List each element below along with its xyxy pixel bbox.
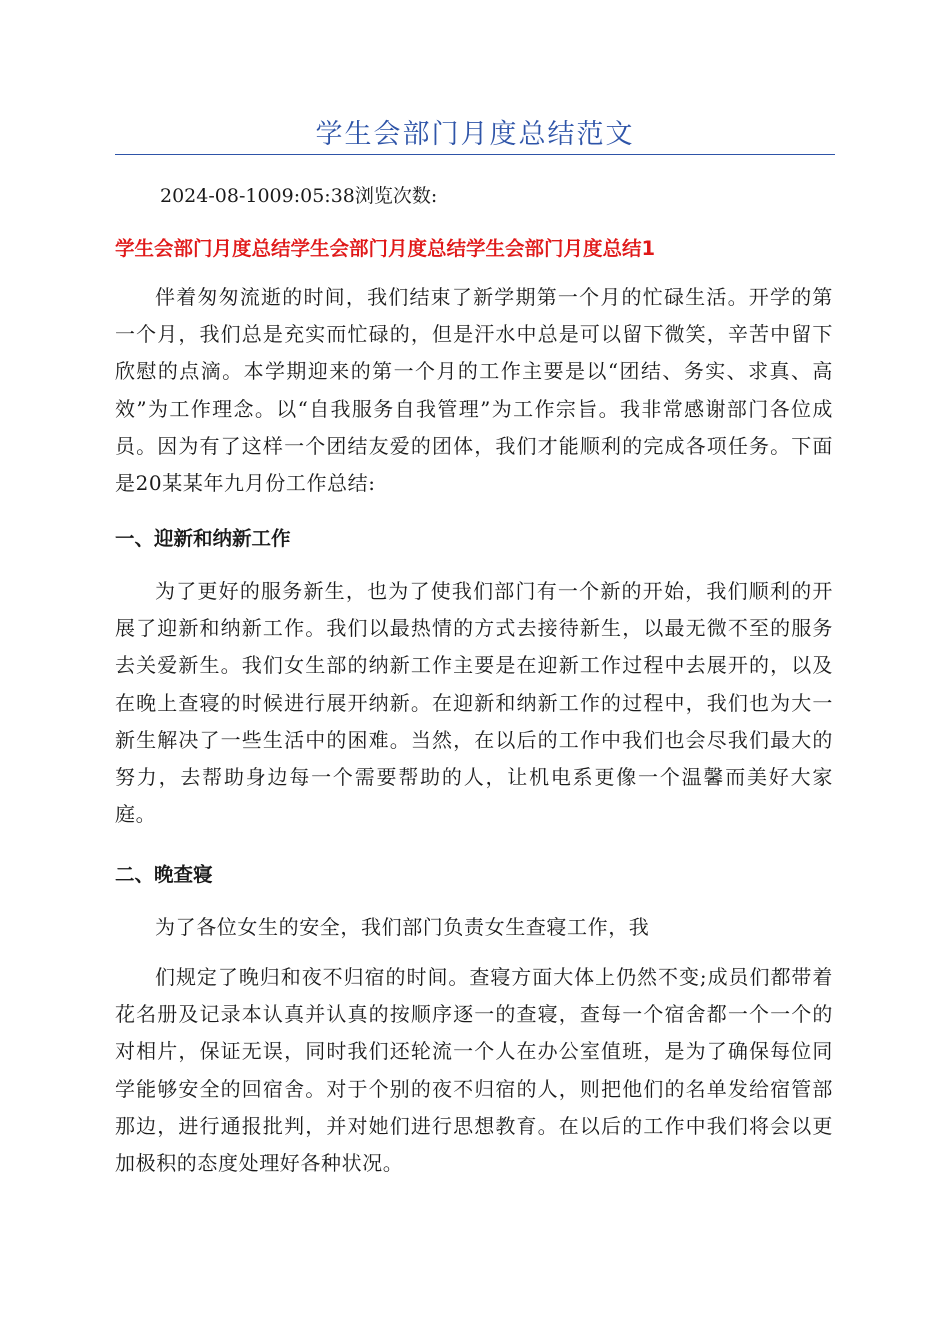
- paragraph-dorm-check-intro: 为了各位女生的安全，我们部门负责女生查寝工作，我: [155, 915, 650, 939]
- title-underline: [115, 154, 835, 155]
- paragraph-dorm-check: 们规定了晚归和夜不归宿的时间。查寝方面大体上仍然不变;成员们都带着花名册及记录本认真并认真的按顺序逐一的查寝，查每一个宿舍都一个一个的对相片，保证无误，同时我们还轮流一个人在办公室值班，是为了确保每位同学能够安全的回宿舍。对于个别的夜不归宿的人，则把他们的名单发给宿管部那边，进行通报批判，并对她们进行思想教育。在以后的工作中我们将会以更加极积的态度处理好各种状况。: [115, 965, 833, 1176]
- publish-datetime: 2024-08-1009:05:38: [160, 185, 355, 207]
- article-heading: 学生会部门月度总结学生会部门月度总结学生会部门月度总结1: [115, 237, 656, 260]
- section-heading-orientation: 一、迎新和纳新工作: [115, 527, 291, 550]
- views-label: 浏览次数:: [354, 185, 438, 207]
- paragraph-intro: 伴着匆匆流逝的时间，我们结束了新学期第一个月的忙碌生活。开学的第一个月，我们总是充实而忙碌的，但是汗水中总是可以留下微笑，辛苦中留下欣慰的点滴。本学期迎来的第一个月的工作主要是以“团结、务实、求真、高效”为工作理念。以“自我服务自我管理”为工作宗旨。我非常感谢部门各位成员。因为有了这样一个团结友爱的团体，我们才能顺利的完成各项任务。下面是20某某年九月份工作总结:: [115, 285, 833, 496]
- paragraph-orientation: 为了更好的服务新生，也为了使我们部门有一个新的开始，我们顺利的开展了迎新和纳新工作。我们以最热情的方式去接待新生，以最无微不至的服务去关爱新生。我们女生部的纳新工作主要是在迎新工作过程中去展开的，以及在晚上查寝的时候进行展开纳新。在迎新和纳新工作的过程中，我们也为大一新生解决了一些生活中的困难。当然，在以后的工作中我们也会尽我们最大的努力，去帮助身边每一个需要帮助的人，让机电系更像一个温馨而美好大家庭。: [115, 579, 833, 827]
- document-title: 学生会部门月度总结范文: [315, 119, 635, 150]
- document-meta: [160, 181, 437, 211]
- section-heading-dorm-check: 二、晚查寝: [115, 863, 213, 886]
